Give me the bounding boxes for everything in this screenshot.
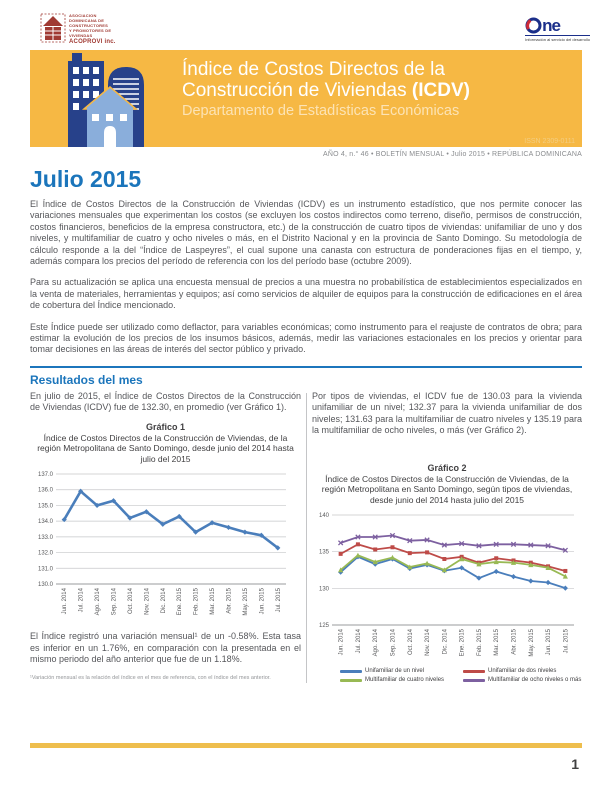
left-column [30, 391, 301, 683]
title-icdv: (ICDV) [411, 80, 470, 101]
acoprovi-house-icon [40, 13, 66, 43]
legend-item [463, 668, 582, 674]
one-o-icon [525, 17, 542, 34]
svg-text:Dic. 2014: Dic. 2014 [442, 629, 449, 655]
svg-text:135: 135 [318, 549, 329, 556]
svg-text:Abr. 2015: Abr. 2015 [511, 629, 518, 655]
svg-text:Ene. 2015: Ene. 2015 [177, 588, 184, 616]
svg-text:Ago. 2014: Ago. 2014 [95, 588, 102, 616]
left-paragraph: En julio de 2015, el Índice de Costos Directos de la Construcción de Viviendas (ICDV) fue de 132.30, en promedio (ver Gráfico 1). [30, 390, 301, 413]
svg-text:Sep. 2014: Sep. 2014 [390, 629, 397, 657]
grafico-1-caption: Índice de Costos Directos de la Construcción de Viviendas, de la región Metropolitana de Santo Domingo, desde junio del 2014 hasta julio del 2015 [37, 432, 294, 464]
grafico-2-title: Gráfico 2 [427, 462, 467, 473]
section-divider-rule [30, 366, 582, 368]
svg-text:Jul. 2015: Jul. 2015 [563, 629, 570, 654]
svg-text:Mar. 2015: Mar. 2015 [210, 588, 217, 615]
bulletin-title: Índice de Costos Directos de la Construcción de Viviendas (ICDV) [182, 59, 470, 101]
intro-paragraph-2: Para su actualización se aplica una encuesta mensual de precios a una muestra no probabilística de establecimientos especializados en la venta de materiales, herramientas y equipos; así como servicios de alquiler de equipos para la construcción de edificaciones en el área de cobertura del Índice mencionado. [30, 277, 582, 311]
intro-paragraph-3: Este Índice puede ser utilizado como deflactor, para variables económicas; como instrumento para el reajuste de contratos de obra; para estimar la evolución de los precios de los insumos básicos, además, medir las variaciones estacionales en los precios y orientar para tomar decisiones en las áreas de interés del sector público y privado. [30, 321, 582, 355]
legend-item [340, 677, 459, 683]
svg-text:May. 2015: May. 2015 [528, 629, 535, 657]
legend-swatch-red [463, 670, 485, 673]
svg-text:135.0: 135.0 [37, 503, 53, 510]
department-subtitle: Departamento de Estadísticas Económicas [182, 103, 460, 119]
svg-text:140: 140 [318, 513, 329, 519]
acoprovi-line: VIVIENDAS [69, 33, 93, 38]
results-columns [30, 391, 582, 683]
one-tagline: Información al servicio del desarrollo [525, 37, 590, 42]
acoprovi-line: DOMINICANA DE [69, 18, 105, 23]
svg-text:Mar. 2015: Mar. 2015 [494, 629, 501, 656]
svg-text:May. 2015: May. 2015 [242, 588, 249, 616]
month-heading: Julio 2015 [30, 166, 142, 192]
legend-label: Unifamiliar de un nivel [365, 668, 425, 674]
svg-text:Feb. 2015: Feb. 2015 [193, 588, 200, 616]
svg-text:125: 125 [318, 623, 329, 629]
right-column [312, 391, 582, 683]
svg-text:130: 130 [318, 586, 329, 593]
svg-text:137.0: 137.0 [37, 472, 53, 479]
svg-text:132.0: 132.0 [37, 550, 53, 557]
svg-text:Ene. 2015: Ene. 2015 [459, 629, 466, 657]
legend-label: Unifamiliar de dos niveles [488, 668, 557, 674]
grafico-1-title: Gráfico 1 [145, 421, 185, 432]
svg-text:Jul. 2014: Jul. 2014 [355, 629, 362, 654]
legend-swatch-green [340, 679, 362, 682]
issn-code: ISSN 2309-0111 [524, 138, 575, 145]
header-band [30, 50, 582, 147]
one-wordmark: ne [542, 15, 560, 35]
intro-paragraph-1: El Índice de Costos Directos de la Construcción de Viviendas (ICDV) es un instrumento estadístico, que nos permite conocer las variaciones mensuales que experimentan los costos (se excluyen los costos indirectos como terreno, diseño, permisos de construcción, costos financieros, beneficios de la empresa constructora, etc.) de la construcción de cuatro tipos de viviendas: unifamiliar de uno y dos niveles, y multifamiliar de cuatro y ocho niveles o más, en el Distrito Nacional y en la provincia de Santo Domingo. Su metodología de cálculo responde a la del “Índice de Laspeyres”, el cual supone una canasta con estructura de ponderaciones fijas en el tiempo, y, además compara los precios del período de referencia con los del período base (octubre 2009). [30, 199, 582, 267]
svg-text:Jul. 2015: Jul. 2015 [275, 588, 282, 613]
svg-text:Oct. 2014: Oct. 2014 [407, 629, 414, 656]
svg-text:130.0: 130.0 [37, 582, 53, 589]
svg-text:Nov. 2014: Nov. 2014 [144, 588, 151, 616]
acoprovi-line: Y PROMOTORES DE [69, 28, 112, 33]
svg-text:Nov. 2014: Nov. 2014 [425, 629, 432, 656]
acoprovi-brand: ACOPROVI inc. [69, 39, 116, 45]
svg-text:131.0: 131.0 [37, 566, 53, 573]
acoprovi-line: CONSTRUCTORES [69, 23, 108, 28]
grafico-2-legend [340, 668, 582, 683]
grafico-2-caption: Índice de Costos Directos de la Construcción de Viviendas, de la región Metropolitana en Santo Domingo, según tipos de viviendas, desde junio del 2014 hasta julio del 2015 [321, 473, 573, 505]
svg-text:Jun. 2015: Jun. 2015 [546, 629, 553, 656]
column-divider [306, 393, 307, 683]
svg-text:133.0: 133.0 [37, 535, 53, 542]
page-number: 1 [571, 756, 579, 772]
footnote: ¹Variación mensual es la relación del índice en el mes de referencia, con el índice del mes anterior. [30, 675, 271, 682]
svg-text:Jun. 2015: Jun. 2015 [259, 588, 266, 615]
svg-text:Dic. 2014: Dic. 2014 [160, 588, 167, 614]
header-text [182, 59, 572, 121]
legend-swatch-blue [340, 670, 362, 673]
svg-text:Feb. 2015: Feb. 2015 [476, 629, 483, 657]
svg-text:Sep. 2014: Sep. 2014 [111, 588, 118, 616]
results-heading: Resultados del mes [30, 372, 143, 387]
svg-text:Oct. 2014: Oct. 2014 [127, 588, 134, 615]
svg-text:Jun. 2014: Jun. 2014 [62, 588, 69, 615]
grafico-1-chart [30, 468, 294, 620]
legend-swatch-purple [463, 679, 485, 682]
legend-label: Multifamiliar de cuatro niveles [365, 677, 445, 683]
svg-text:Ago. 2014: Ago. 2014 [373, 629, 380, 657]
top-logo-strip [0, 0, 612, 50]
acoprovi-logo [40, 13, 116, 46]
one-logo [525, 17, 590, 42]
grafico-2-chart [312, 509, 582, 661]
buildings-icon [58, 53, 176, 147]
svg-text:Jun. 2014: Jun. 2014 [338, 629, 345, 656]
right-paragraph: Por tipos de viviendas, el ICDV fue de 130.03 para la vivienda unifamiliar de un nivel; 132.37 para la vivienda unifamiliar de dos niveles; 131.63 para la multifamiliar de cuatro niveles y 135.19 para la multifamiliar de ocho niveles, o más (ver Gráfico 2). [312, 390, 582, 436]
legend-label: Multifamiliar de ocho niveles o más [488, 677, 582, 683]
legend-item [463, 677, 582, 683]
footer-bar [30, 743, 582, 748]
legend-item [340, 668, 459, 674]
variation-paragraph: El Índice registró una variación mensual¹ de un -0.58%. Esta tasa es inferior en un 1.76%, en comparación con la presentada en el mismo periodo del año anterior que fue de un 1.18%. [30, 631, 301, 664]
svg-text:136.0: 136.0 [37, 487, 53, 494]
svg-text:Abr. 2015: Abr. 2015 [226, 588, 233, 614]
acoprovi-line: ASOCIACION [69, 13, 97, 18]
edition-meta-bar: AÑO 4, n.° 46 • BOLETÍN MENSUAL • Julio 2015 • REPÚBLICA DOMINICANA [322, 151, 582, 158]
acoprovi-logo-text [69, 13, 116, 46]
svg-text:Jul. 2014: Jul. 2014 [78, 588, 85, 613]
svg-text:134.0: 134.0 [37, 519, 53, 526]
